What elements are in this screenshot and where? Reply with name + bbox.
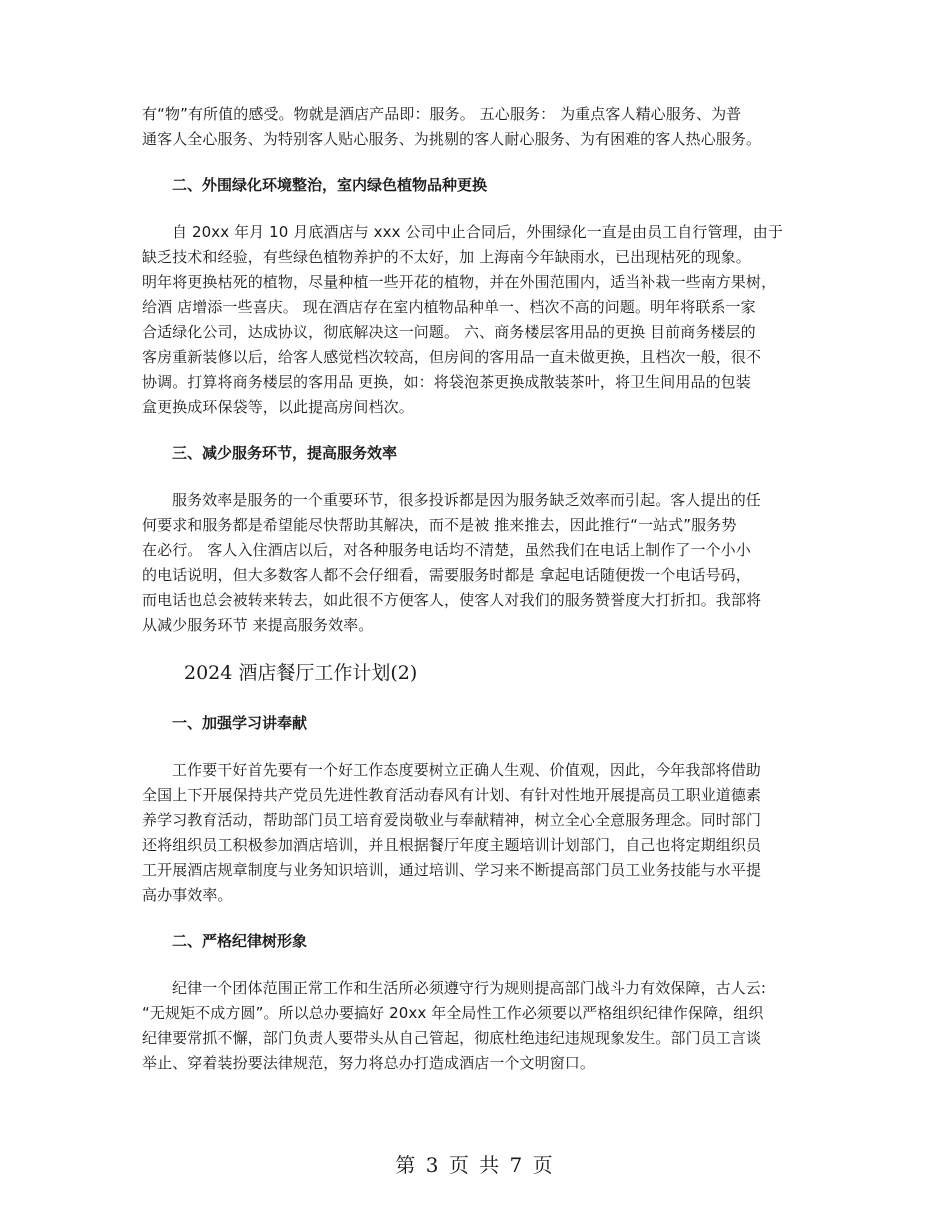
document-title: 2024 酒店餐厅工作计划(2) <box>184 662 418 684</box>
text-line: 自 20xx 年月 10 月底酒店与 xxx 公司中止合同后，外围绿化一直是由员工自行管理，由于 <box>172 223 783 241</box>
document-body <box>142 102 814 1097</box>
text-line: 客房重新装修以后，给客人感觉档次较高，但房间的客用品一直未做更换，且档次一般，很不 <box>142 348 762 366</box>
text-line: 通客人全心服务、为特别客人贴心服务、为挑剔的客人耐心服务、为有困难的客人热心服务。 <box>142 130 762 148</box>
section-heading-study: 一、加强学习讲奉献 <box>172 714 308 732</box>
text-line: 高办事效率。 <box>142 886 233 904</box>
intro-paragraph <box>142 102 814 152</box>
text-line: 工作要干好首先要有一个好工作态度要树立正确人生观、价值观，因此，今年我部将借助 <box>172 761 761 779</box>
text-line: 盒更换成环保袋等，以此提高房间档次。 <box>142 398 414 416</box>
page-number-footer: 第 3 页 共 7 页 <box>395 1153 555 1177</box>
text-line: 从减少服务环节 来提高服务效率。 <box>142 616 374 634</box>
text-line: 合适绿化公司，达成协议，彻底解决这一问题。 六、商务楼层客用品的更换 目前商务楼层的 <box>142 323 756 341</box>
text-line: 给酒 店增添一些喜庆。 现在酒店存在室内植物品种单一、档次不高的问题。明年将联系一家 <box>142 298 756 316</box>
section-heading-greening: 二、外围绿化环境整治，室内绿色植物品种更换 <box>172 176 488 194</box>
text-line: 养学习教育活动，帮助部门员工培育爱岗敬业与奉献精神，树立全心全意服务理念。同时部门 <box>142 811 762 829</box>
discipline-paragraph <box>142 976 814 1076</box>
text-line: 工开展酒店规章制度与业务知识培训，通过培训、学习来不断提高部门员工业务技能与水平提 <box>142 861 762 879</box>
section-heading-efficiency: 三、减少服务环节，提高服务效率 <box>172 444 398 462</box>
text-line: 纪律要常抓不懈，部门负责人要带头从自己管起，彻底杜绝违纪违规现象发生。部门员工言谈 <box>142 1029 762 1047</box>
text-line: 服务效率是服务的一个重要环节，很多投诉都是因为服务缺乏效率而引起。客人提出的任 <box>172 491 761 509</box>
study-paragraph <box>142 758 814 908</box>
text-line: 举止、穿着装扮要法律规范，努力将总办打造成酒店一个文明窗口。 <box>142 1054 596 1072</box>
text-line: 协调。打算将商务楼层的客用品 更换，如：将袋泡茶更换成散装茶叶，将卫生间用品的包装 <box>142 373 751 391</box>
greening-paragraph <box>142 220 814 420</box>
text-line: 还将组织员工积极参加酒店培训，并且根据餐厅年度主题培训计划部门，自己也将定期组织员 <box>142 836 762 854</box>
text-line: 明年将更换枯死的植物，尽量种植一些开花的植物，并在外围范围内，适当补栽一些南方果树， <box>142 273 777 291</box>
text-line: 而电话也总会被转来转去，如此很不方便客人，使客人对我们的服务赞誉度大打折扣。我部将 <box>142 591 762 609</box>
section-heading-discipline: 二、严格纪律树形象 <box>172 932 308 950</box>
text-line: 纪律一个团体范围正常工作和生活所必须遵守行为规则提高部门战斗力有效保障，古人云: <box>172 979 767 997</box>
text-line: 有“物”有所值的感受。物就是酒店产品即：服务。 五心服务： 为重点客人精心服务、为普 <box>142 105 742 123</box>
text-line: 全国上下开展保持共产党员先进性教育活动春风有计划、有针对性地开展提高员工职业道德素 <box>142 786 762 804</box>
text-line: 的电话说明，但大多数客人都不会仔细看，需要服务时都是 拿起电话随便拨一个电话号码， <box>142 566 751 584</box>
text-line: 缺乏技术和经验，有些绿色植物养护的不太好，加 上海南今年缺雨水，已出现枯死的现象。 <box>142 248 751 266</box>
text-line: 在必行。 客人入住酒店以后，对各种服务电话均不清楚，虽然我们在电话上制作了一个小小 <box>142 541 751 559</box>
text-line: “无规矩不成方圆”。所以总办要搞好 20xx 年全局性工作必须要以严格组织纪律作保障，组织 <box>142 1004 764 1022</box>
efficiency-paragraph <box>142 488 814 638</box>
text-line: 何要求和服务都是希望能尽快帮助其解决，而不是被 推来推去，因此推行“一站式”服务势 <box>142 516 737 534</box>
